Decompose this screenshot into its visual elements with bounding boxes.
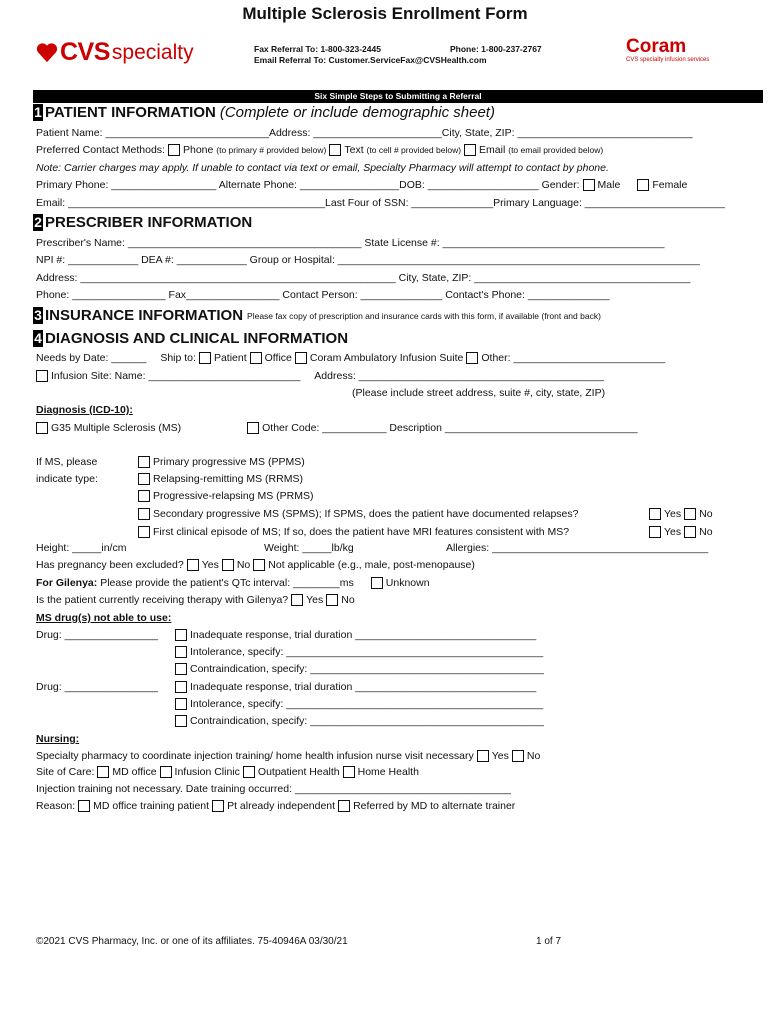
inadequate-checkbox[interactable] — [175, 629, 187, 641]
site-of-care-line — [36, 766, 419, 778]
drug-1-inadequate — [172, 629, 536, 641]
label: Email — [479, 144, 506, 156]
allergies-field[interactable]: Allergies: _____________________________________ — [446, 542, 709, 554]
brand-specialty: specialty — [111, 40, 194, 64]
infusion-site-address[interactable]: Address: __________________________________________ — [314, 370, 604, 382]
section-1-header — [33, 104, 495, 121]
brand-cvs: CVS — [60, 38, 110, 66]
label: Male — [597, 179, 621, 191]
drug-2-inadequate — [172, 681, 536, 693]
inadequate-checkbox[interactable] — [175, 681, 187, 693]
copyright-footer: ©2021 CVS Pharmacy, Inc. or one of its affiliates. 75-40946A 03/30/21 — [36, 936, 348, 947]
contact-methods-line — [36, 144, 603, 156]
section-number: 4 — [34, 330, 42, 346]
reason-line — [36, 800, 515, 812]
drug-1-intolerance — [172, 646, 543, 658]
contraindication-checkbox[interactable] — [175, 715, 187, 727]
label: Outpatient Health — [257, 766, 340, 778]
label: Site of Care: — [36, 766, 95, 778]
unknown-checkbox[interactable] — [371, 577, 383, 589]
infusion-site-line — [36, 370, 604, 382]
contraindication-checkbox[interactable] — [175, 663, 187, 675]
section-subtitle: Please fax copy of prescription and insurance cards with this form, if available (front and back) — [247, 310, 601, 321]
label: Secondary progressive MS (SPMS); If SPMS, does the patient have documented relapses? — [153, 508, 579, 520]
ppms-option — [135, 456, 305, 468]
relapses-yes-no — [646, 508, 713, 520]
label: No — [526, 750, 541, 762]
g35-checkbox[interactable] — [36, 422, 48, 434]
home-health-checkbox[interactable] — [343, 766, 355, 778]
indicate-type-label: indicate type: — [36, 473, 98, 485]
heart-icon — [36, 43, 58, 63]
label: For Gilenya: — [36, 577, 98, 589]
section-title: PRESCRIBER INFORMATION — [45, 214, 253, 231]
label: Female — [652, 179, 688, 191]
gilenya-line — [36, 577, 430, 589]
coram-subtitle: CVS specialty infusion services — [626, 57, 710, 63]
prescriber-name-line[interactable]: Prescriber's Name: ________________________________________ State License #: ______________________________________ — [36, 237, 665, 249]
prescriber-address-line[interactable]: Address: ______________________________________________________ City, State, ZIP: _____________________________________ — [36, 272, 691, 284]
label: First clinical episode of MS; If so, does the patient have MRI features consistent with MS? — [153, 526, 570, 538]
label: No — [341, 594, 355, 606]
label[interactable]: Contraindication, specify: ________________________________________ — [190, 663, 544, 675]
email-line[interactable]: Email: ____________________________________________Last Four of SSN: ______________Primary Language: ________________________ — [36, 197, 725, 209]
label: (to primary # provided below) — [216, 145, 327, 155]
if-ms-label: If MS, please — [36, 456, 98, 468]
prms-checkbox[interactable] — [138, 490, 150, 502]
label[interactable]: Contraindication, specify: ________________________________________ — [190, 715, 544, 727]
infusion-site-checkbox[interactable] — [36, 370, 48, 382]
cvs-specialty-logo — [36, 38, 194, 67]
label: Is the patient currently receiving therapy with Gilenya? — [36, 594, 289, 606]
email-referral: Email Referral To: Customer.ServiceFax@CVSHealth.com — [254, 55, 487, 65]
no-checkbox[interactable] — [222, 559, 234, 571]
yes-checkbox[interactable] — [291, 594, 303, 606]
label: Pt already independent — [227, 800, 336, 812]
rrms-option — [135, 473, 303, 485]
intolerance-checkbox[interactable] — [175, 698, 187, 710]
label: No — [236, 559, 251, 571]
md-training-checkbox[interactable] — [78, 800, 90, 812]
npi-line[interactable]: NPI #: ____________ DEA #: ____________ Group or Hospital: ______________________________________________________________ — [36, 254, 700, 266]
patient-name-line[interactable]: Patient Name: ____________________________Address: ______________________City, State, ZIP: ______________________________ — [36, 127, 693, 139]
label: Referred by MD to alternate trainer — [353, 800, 516, 812]
label: MD office — [112, 766, 157, 778]
label: Infusion Clinic — [174, 766, 240, 778]
nursing-coordinate-line — [36, 750, 540, 762]
no-checkbox[interactable] — [684, 508, 696, 520]
label: Office — [264, 352, 292, 364]
na-checkbox[interactable] — [253, 559, 265, 571]
outpatient-checkbox[interactable] — [243, 766, 255, 778]
phone-line — [36, 179, 687, 191]
section-subtitle: (Complete or include demographic sheet) — [219, 104, 495, 121]
nursing-label: Nursing: — [36, 733, 80, 745]
phone-contact: Phone: 1-800-237-2767 — [450, 44, 542, 54]
label: Yes — [201, 559, 219, 571]
steps-banner: Six Simple Steps to Submitting a Referral — [33, 90, 763, 103]
address-note: (Please include street address, suite #, city, state, ZIP) — [352, 387, 606, 399]
label: Reason: — [36, 800, 76, 812]
pregnancy-line — [36, 559, 475, 571]
text-checkbox[interactable] — [329, 144, 341, 156]
label: (to cell # provided below) — [366, 145, 462, 155]
other-code-checkbox[interactable] — [247, 422, 259, 434]
infusion-site-name[interactable]: Infusion Site: Name: __________________________ — [51, 370, 301, 382]
label: Progressive-relapsing MS (PRMS) — [153, 490, 314, 502]
label: Yes — [664, 508, 682, 520]
spms-option — [135, 508, 578, 520]
section-4-header — [33, 330, 348, 347]
first-episode-option — [135, 526, 569, 538]
diagnosis-label: Diagnosis (ICD-10): — [36, 404, 133, 416]
label: Not applicable (e.g., male, post-menopause) — [268, 559, 475, 571]
gilenya-therapy-line — [36, 594, 355, 606]
page-number: 1 of 7 — [536, 936, 562, 947]
label: Text — [344, 144, 364, 156]
no-checkbox[interactable] — [326, 594, 338, 606]
label: Ship to: — [160, 352, 196, 364]
fax-referral: Fax Referral To: 1-800-323-2445 — [254, 44, 381, 54]
section-number: 1 — [34, 104, 42, 120]
label[interactable]: Intolerance, specify: ____________________________________________ — [190, 646, 544, 658]
section-number: 2 — [34, 214, 42, 230]
label: Specialty pharmacy to coordinate injection training/ home health infusion nurse visit necessary — [36, 750, 474, 762]
qtc-field[interactable]: Please provide the patient's QTc interval: ________ms — [100, 577, 354, 589]
height-field[interactable]: Height: _____in/cm — [36, 542, 127, 554]
carrier-note: Note: Carrier charges may apply. If unable to contact via text or email, Specialty Pharmacy will attempt to contact by phone. — [36, 162, 609, 174]
patient-checkbox[interactable] — [199, 352, 211, 364]
drug-2-intolerance — [172, 698, 543, 710]
female-checkbox[interactable] — [637, 179, 649, 191]
label: Coram Ambulatory Infusion Suite — [309, 352, 464, 364]
label: Patient — [213, 352, 247, 364]
section-3-header — [33, 307, 601, 324]
alternate-trainer-checkbox[interactable] — [338, 800, 350, 812]
prescriber-phone-line[interactable]: Phone: ________________ Fax________________ Contact Person: ______________ Contact's Phone: ______________ — [36, 289, 610, 301]
male-checkbox[interactable] — [583, 179, 595, 191]
label: Has pregnancy been excluded? — [36, 559, 184, 571]
coram-logo: Coram — [626, 36, 687, 57]
coram-checkbox[interactable] — [295, 352, 307, 364]
needs-by-date[interactable]: Needs by Date: ______ — [36, 352, 147, 364]
label: Preferred Contact Methods: — [36, 144, 165, 156]
label[interactable]: Other: __________________________ — [481, 352, 666, 364]
label: (to email provided below) — [508, 145, 604, 155]
first-episode-checkbox[interactable] — [138, 526, 150, 538]
yes-checkbox[interactable] — [649, 526, 661, 538]
section-title: PATIENT INFORMATION — [45, 104, 216, 121]
phone-fields[interactable]: Primary Phone: __________________ Alternate Phone: _________________DOB: ___________________ Gender: — [36, 179, 580, 191]
label: G35 Multiple Sclerosis (MS) — [51, 422, 182, 434]
email-checkbox[interactable] — [464, 144, 476, 156]
label: Yes — [664, 526, 682, 538]
label[interactable]: Inadequate response, trial duration _______________________________ — [190, 629, 537, 641]
independent-checkbox[interactable] — [212, 800, 224, 812]
yes-checkbox[interactable] — [649, 508, 661, 520]
yes-checkbox[interactable] — [187, 559, 199, 571]
label[interactable]: Intolerance, specify: ____________________________________________ — [190, 698, 544, 710]
spms-checkbox[interactable] — [138, 508, 150, 520]
label[interactable]: Inadequate response, trial duration _______________________________ — [190, 681, 537, 693]
intolerance-checkbox[interactable] — [175, 646, 187, 658]
drug-2-field[interactable]: Drug: ________________ — [36, 681, 159, 693]
no-checkbox[interactable] — [684, 526, 696, 538]
ship-to-line — [36, 352, 665, 364]
section-title: DIAGNOSIS AND CLINICAL INFORMATION — [45, 330, 349, 347]
drug-1-field[interactable]: Drug: ________________ — [36, 629, 159, 641]
drug-1-contra — [172, 663, 544, 675]
form-title: Multiple Sclerosis Enrollment Form — [242, 4, 528, 23]
section-2-header — [33, 214, 252, 231]
weight-field[interactable]: Weight: _____lb/kg — [264, 542, 354, 554]
label: MD office training patient — [93, 800, 210, 812]
section-title: INSURANCE INFORMATION — [45, 307, 244, 324]
mri-yes-no — [646, 526, 713, 538]
label: Unknown — [385, 577, 430, 589]
label: No — [699, 508, 713, 520]
drug-2-contra — [172, 715, 544, 727]
diagnosis-line — [36, 422, 638, 434]
label: No — [699, 526, 713, 538]
infusion-clinic-checkbox[interactable] — [160, 766, 172, 778]
ms-drugs-label: MS drug(s) not able to use: — [36, 612, 172, 624]
other-checkbox[interactable] — [466, 352, 478, 364]
no-checkbox[interactable] — [512, 750, 524, 762]
prms-option — [135, 490, 313, 502]
phone-checkbox[interactable] — [168, 144, 180, 156]
yes-checkbox[interactable] — [477, 750, 489, 762]
rrms-checkbox[interactable] — [138, 473, 150, 485]
label: Yes — [491, 750, 509, 762]
label: Home Health — [357, 766, 419, 778]
office-checkbox[interactable] — [250, 352, 262, 364]
section-number: 3 — [34, 307, 42, 323]
training-not-necessary-line[interactable]: Injection training not necessary. Date training occurred: _____________________________________ — [36, 783, 512, 795]
md-office-checkbox[interactable] — [97, 766, 109, 778]
label: Phone — [182, 144, 214, 156]
label: Primary progressive MS (PPMS) — [153, 456, 305, 468]
label: Relapsing-remitting MS (RRMS) — [153, 473, 303, 485]
other-code-field[interactable]: Other Code: ___________ Description _________________________________ — [262, 422, 638, 434]
ppms-checkbox[interactable] — [138, 456, 150, 468]
label: Yes — [306, 594, 324, 606]
